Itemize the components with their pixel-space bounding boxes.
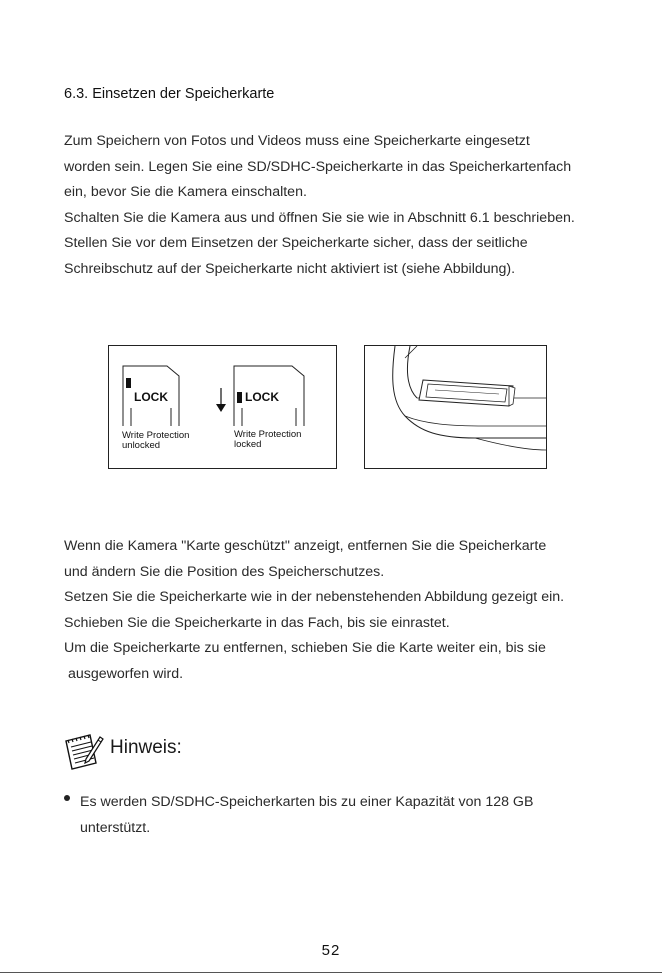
text-line: Es werden SD/SDHC-Speicherkarten bis zu einer Kapazität von 128 GB — [80, 794, 534, 810]
lock-switch-unlocked — [126, 378, 131, 388]
text-line: ausgeworfen wird. — [64, 665, 184, 682]
text-line: worden sein. Legen Sie eine SD/SDHC-Speicherkarte in das Speicherkartenfach — [64, 158, 572, 175]
camera-edge-detail — [405, 346, 417, 358]
camera-bottom-curve — [475, 438, 546, 450]
notepad-pencil-icon — [62, 733, 104, 776]
hint-bullet-text — [80, 790, 533, 841]
text-line: unterstützt. — [80, 819, 151, 836]
instruction-paragraph — [64, 534, 564, 687]
page-number: 52 — [321, 942, 341, 959]
card-edge-lines-right — [234, 406, 304, 426]
intro-paragraph — [64, 129, 575, 282]
bottom-divider — [0, 972, 662, 973]
text-line: ein, bevor Sie die Kamera einschalten. — [64, 184, 307, 200]
text-line: Stellen Sie vor dem Einsetzen der Speicherkarte sicher, dass der seitliche — [64, 235, 528, 251]
write-protection-figure — [108, 345, 337, 469]
sd-card-lock-diagram — [109, 346, 336, 468]
camera-shell-line — [405, 416, 546, 426]
hint-title: Hinweis: — [110, 737, 182, 758]
card-edge-lines-left — [123, 406, 179, 426]
caption-left-line2: unlocked — [122, 440, 161, 451]
caption-right-line2: locked — [234, 439, 262, 450]
card-slot-figure — [364, 345, 547, 469]
camera-card-slot-drawing — [365, 346, 546, 468]
caption-left-line1: Write Protection — [122, 430, 190, 441]
sd-card-shape — [419, 380, 513, 406]
caption-right-line1: Write Protection — [234, 429, 302, 440]
text-line: Zum Speichern von Fotos und Videos muss eine Speicherkarte eingesetzt — [64, 133, 530, 149]
sd-card-edge — [509, 386, 515, 406]
bullet-icon — [64, 795, 70, 801]
text-line: und ändern Sie die Position des Speicherschutzes. — [64, 563, 385, 580]
card-label-left: LOCK — [134, 390, 168, 404]
lock-switch-locked — [237, 392, 242, 403]
text-line: Schreibschutz auf der Speicherkarte nicht aktiviert ist (siehe Abbildung). — [64, 260, 516, 277]
text-line: Schieben Sie die Speicherkarte in das Fach, bis sie einrastet. — [64, 614, 450, 631]
sd-card-unlocked-outline — [123, 366, 179, 412]
arrow-down-icon — [216, 404, 226, 412]
sd-card-locked-outline — [234, 366, 304, 412]
text-line: Setzen Sie die Speicherkarte wie in der nebenstehenden Abbildung gezeigt ein. — [64, 589, 565, 605]
text-line: Schalten Sie die Kamera aus und öffnen Sie sie wie in Abschnitt 6.1 beschrieben. — [64, 209, 575, 226]
text-line: Um die Speicherkarte zu entfernen, schieben Sie die Karte weiter ein, bis sie — [64, 640, 546, 656]
section-heading: 6.3. Einsetzen der Speicherkarte — [64, 86, 275, 102]
text-line: Wenn die Kamera "Karte geschützt" anzeigt, entfernen Sie die Speicherkarte — [64, 538, 547, 554]
card-label-right: LOCK — [245, 390, 279, 404]
